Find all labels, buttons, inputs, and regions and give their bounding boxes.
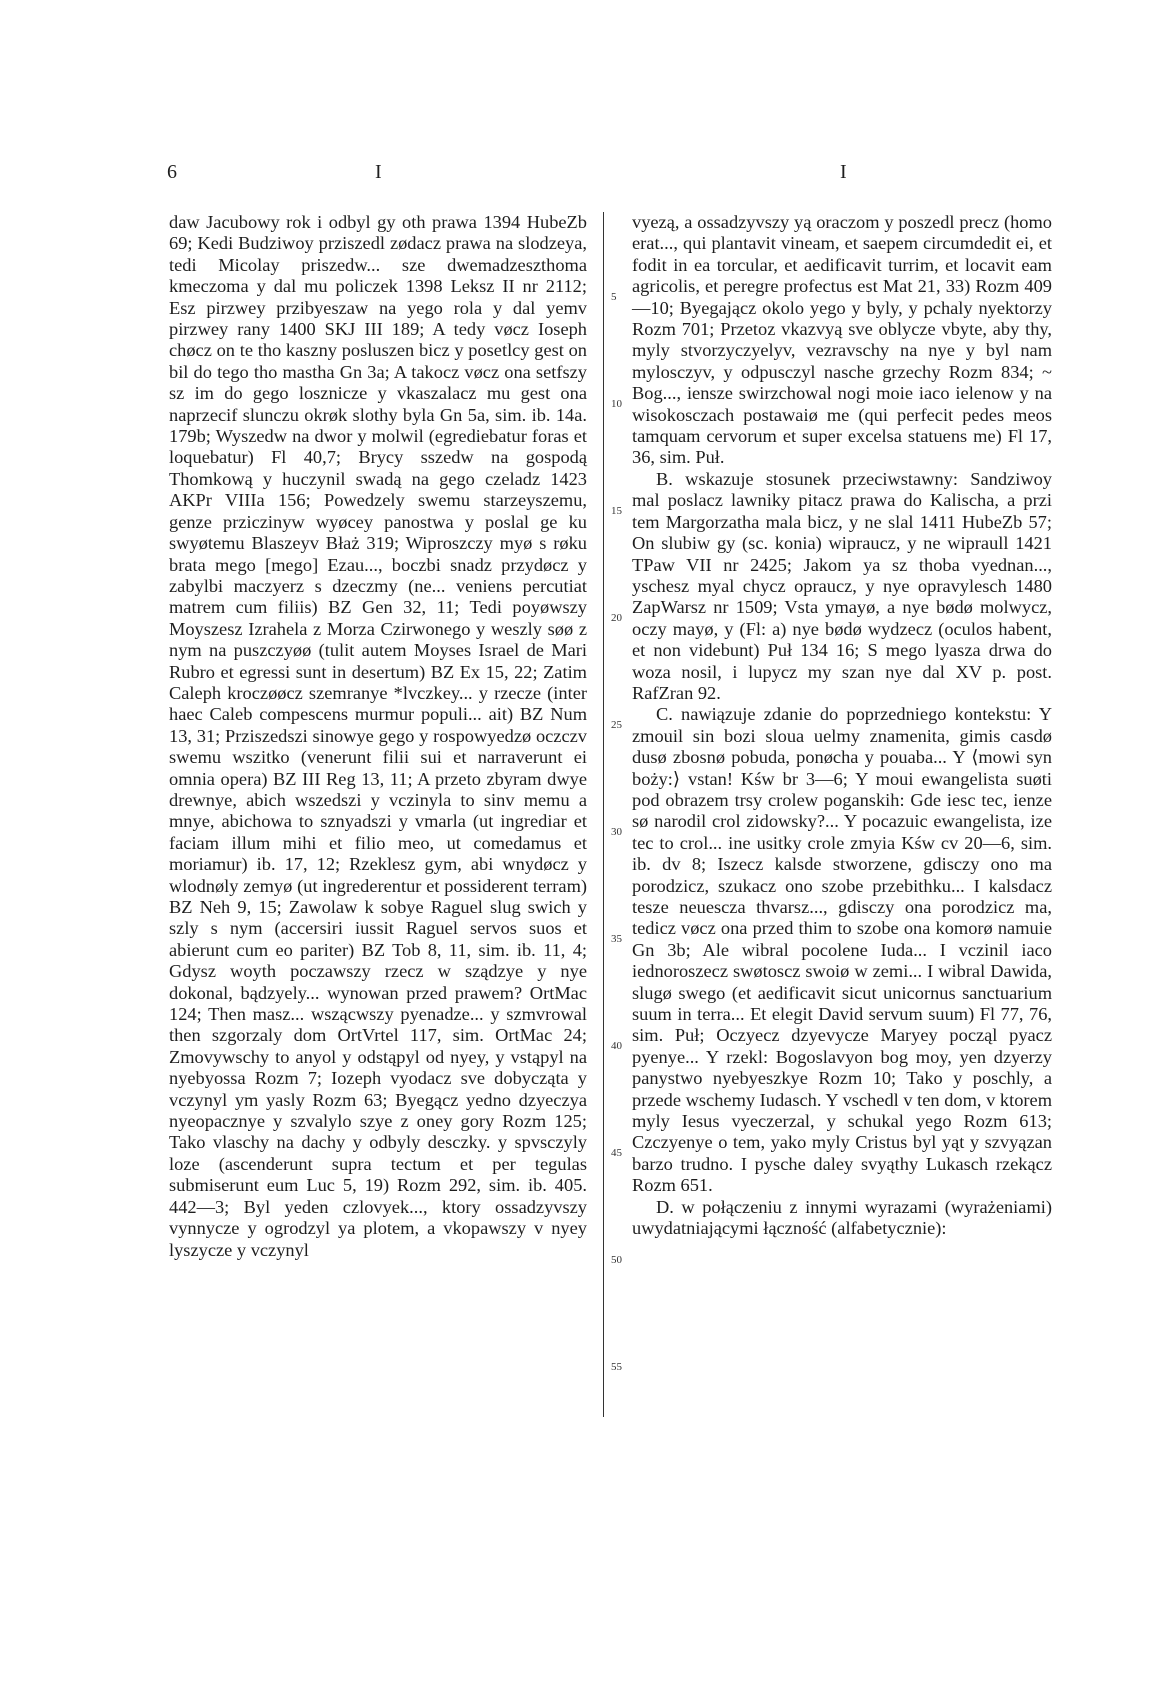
line-number: 10 xyxy=(611,398,622,410)
line-number: 45 xyxy=(611,1147,622,1159)
line-number: 50 xyxy=(611,1254,622,1266)
line-number: 35 xyxy=(611,933,622,945)
right-paragraph-a: vyezą, a ossadzyvszy yą oraczom y poszedl precz (homo erat..., qui plantavit vineam, et saepem circumdedit ei, et fodit in ea torcular, et aedificavit turrim, et locavit eam agricolis, et peregre profectus est Mat 21, 33) Rozm 409—10; Byegającz okolo yego y byly, y pchaly nyektorzy Rozm 701; Przetoz vkazvyą sve oblycze vbyte, aby thy, myly stvorzyczyelyv, vezravschy na nye y byl nam mylosczyv, y odpusczyl nasche grzechy Rozm 834; ~ Bog..., iensze swirzchowal nogi moie iaco ielenow y na wisokosczach postawaiø me (qui perfecit pedes meos tamquam cervorum et super excelsa statuens me) Fl 17, 36, sim. Puł. xyxy=(632,212,1052,468)
line-number: 15 xyxy=(611,505,622,517)
line-number: 30 xyxy=(611,826,622,838)
right-paragraph-b: B. wskazuje stosunek przeciwstawny: Sandziwoy mal poslacz lawniky pitacz prawa do Kalischa, a przi tem Margorzatha mala bicz, y ne slal 1411 HubeZb 57; On slubiw gy (sc. konia) wipraucz, y ne wipraull 1421 TPaw VII nr 2425; Jakom ya sz thoba vyednan..., yschesz myal chycz opraucz, y nye opravylesch 1480 ZapWarsz nr 1509; Vsta ymayø, a nye bødø molwycz, oczy mayø, y (Fl: a) nye bødø wydzecz (oculos habent, et non videbunt) Puł 134 16; S mego lyasza drwa do woza nosil, i lupycz my szan nye dal XV p. post. RafZran 92. xyxy=(632,468,1052,703)
left-column xyxy=(169,212,587,1261)
line-number: 5 xyxy=(611,291,617,303)
right-paragraph-d: D. w połączeniu z innymi wyrazami (wyrażeniami) uwydatniającymi łączność (alfabetycznie): xyxy=(632,1196,1052,1239)
page-number: 6 xyxy=(167,161,177,183)
line-number: 55 xyxy=(611,1361,622,1373)
running-head-right: I xyxy=(840,161,847,183)
running-head-left: I xyxy=(375,161,382,183)
line-number: 20 xyxy=(611,612,622,624)
line-number: 25 xyxy=(611,719,622,731)
right-paragraph-c: C. nawiązuje zdanie do poprzedniego kontekstu: Y zmouil sin bozi sloua uelmy znamenita, gimis casdø dusø zbosnø pobuda, ponøcha y pouaba... Y ⟨mowi syn boży:⟩ vstan! Kśw br 3—6; Y moui ewangelista suøti pod obrazem trsy crolew poganskih: Gde iesc tec, ienze sø narodil crol zidowsky?... Y pocazuic ewangelista, ize tec to crol... ine usitky crole zmyia Kśw cv 20—6, sim. ib. dv 8; Iszecz kalsde stworzene, gdisczy ono ma porodzicz, szukacz ono szobe przebithku... I kalsdacz tesze neuescza thvarsz..., gdisczy ona porodzicz ma, tedicz vøcz ona przed thim to szobe ona komorø namuie Gn 3b; Ale wibral pocolene Iuda... I vczinil iaco iednoroszecz swøtoscz swoiø w zemi... I wibral Dawida, slugø swego (et aedificavit sicut unicornus sanctuarium suum in terra... Et elegit David servum suum) Fl 77, 76, sim. Puł; Oczyecz dzyevycze Maryey począl pyacz pyenye... Y rzekl: Bogoslavyon bog moy, yen dzyerzy panystwo nyebyeszkye Rozm 10; Tako y poschly, a przede wschemy Iudasch. Y vschedl v ten dom, v ktorem myly Iesus vyeczerzal, y schukal yego Rozm 613; Czczyenye o tem, yako myly Cristus byl yąt y szvyązan barzo trudno. I pysche daley svyąthy Lukasch rzekącz Rozm 651. xyxy=(632,704,1052,1196)
right-column xyxy=(632,212,1052,1240)
column-divider xyxy=(603,212,604,1417)
line-number: 40 xyxy=(611,1040,622,1052)
left-paragraph: daw Jacubowy rok i odbyl gy oth prawa 1394 HubeZb 69; Kedi Budziwoy prziszedl zødacz prawa na slodzeya, tedi Micolay priszedw... sze dwemadzeszthoma kmeczoma y dal mu policzek 1398 Leksz II nr 2112; Esz pirzwey przibyeszaw na yego rola y dal yemv pirzwey rany 1400 SKJ III 189; A tedy vøcz Ioseph chøcz on te tho kaszny posluszen bicz y posetlcy gest on bil do tego tho mastha Gn 3a; A takocz vøcz ona setfszy sz im do gego losznicze y vkaszalacz mu gest ona naprzecif slunczu okrøk slothy byla Gn 5a, sim. ib. 14a. 179b; Wyszedw na dwor y molwil (egrediebatur foras et loquebatur) Fl 40,7; Brycy sszedw na gospodą Thomkową y huczynil swadą na gego czeladz 1423 AKPr VIIIa 156; Powedzely swemu starzeyszemu, genze prziczinyw wyøcey panostwa y poslal ge ku swyøtemu Blaszeyv Błaż 319; Wiproszczy myø s røku brata mego [mego] Ezau..., boczbi snadz przydøcz y zabylbi maczyerz s dzeczmy (ne... veniens percutiat matrem cum filiis) BZ Gen 32, 11; Tedi poyøwszy Moyszesz Izrahela z Morza Czirwonego y weszly søø z nym na puszczyøø (tulit autem Moyses Israel de Mari Rubro et egressi sunt in desertum) BZ Ex 15, 22; Zatim Caleph kroczøøcz szemranye *lvczkey... y rzecze (inter haec Caleb compescens murmur populi... ait) BZ Num 13, 31; Prziszedszi sinowye gego y rospowyedzø oczczv swemu wszitko (venerunt filii sui et narraverunt ei omnia opera) BZ III Reg 13, 11; A przeto zbyram dwye drewnye, abich wszedszi y vczinyla to sinv memu a mnye, abichowa to sznyadszi y vmarla (ut ingrediar et faciam illum mihi et filio meo, ut comedamus et moriamur) ib. 17, 12; Rzeklesz gym, abi wnydøcz y wlodnøly zemyø (ut ingrederentur et possiderent terram) BZ Neh 9, 15; Zawolaw k sobye Raguel slug swich y szly s nym (accersiri iussit Raguel servos suos et abierunt cum eo pariter) BZ Tob 8, 11, sim. ib. 11, 4; Gdysz woyth poczawszy rzecz w sządzye y nye dokonal, bądzyely... wynowan przed prawem? OrtMac 124; Then masz... wszącwszy pyenadze... y szmvrowal then szgorzaly dom OrtVrtel 117, sim. OrtMac 24; Zmovywschy to anyol y odstąpyl od nyey, y vstąpyl na nyebyossa Rozm 7; Iozeph vyodacz sve dobyczątа y vczynyl ym yasly Rozm 63; Byegącz yedno dzyeczya nyeopacznye y szvalylo szye z oney gory Rozm 125; Tako vlaschy na dachy y odbyly desczky. y spvsczyly loze (ascenderunt supra tectum et per tegulas submiserunt eum Luc 5, 19) Rozm 292, sim. ib. 405. 442—3; Byl yeden czlovyek..., ktory ossadzyvszy vynnycze y ogrodzyl ya plotem, a vkopawszy v nyey lyszycze y vczynyl xyxy=(169,212,587,1260)
